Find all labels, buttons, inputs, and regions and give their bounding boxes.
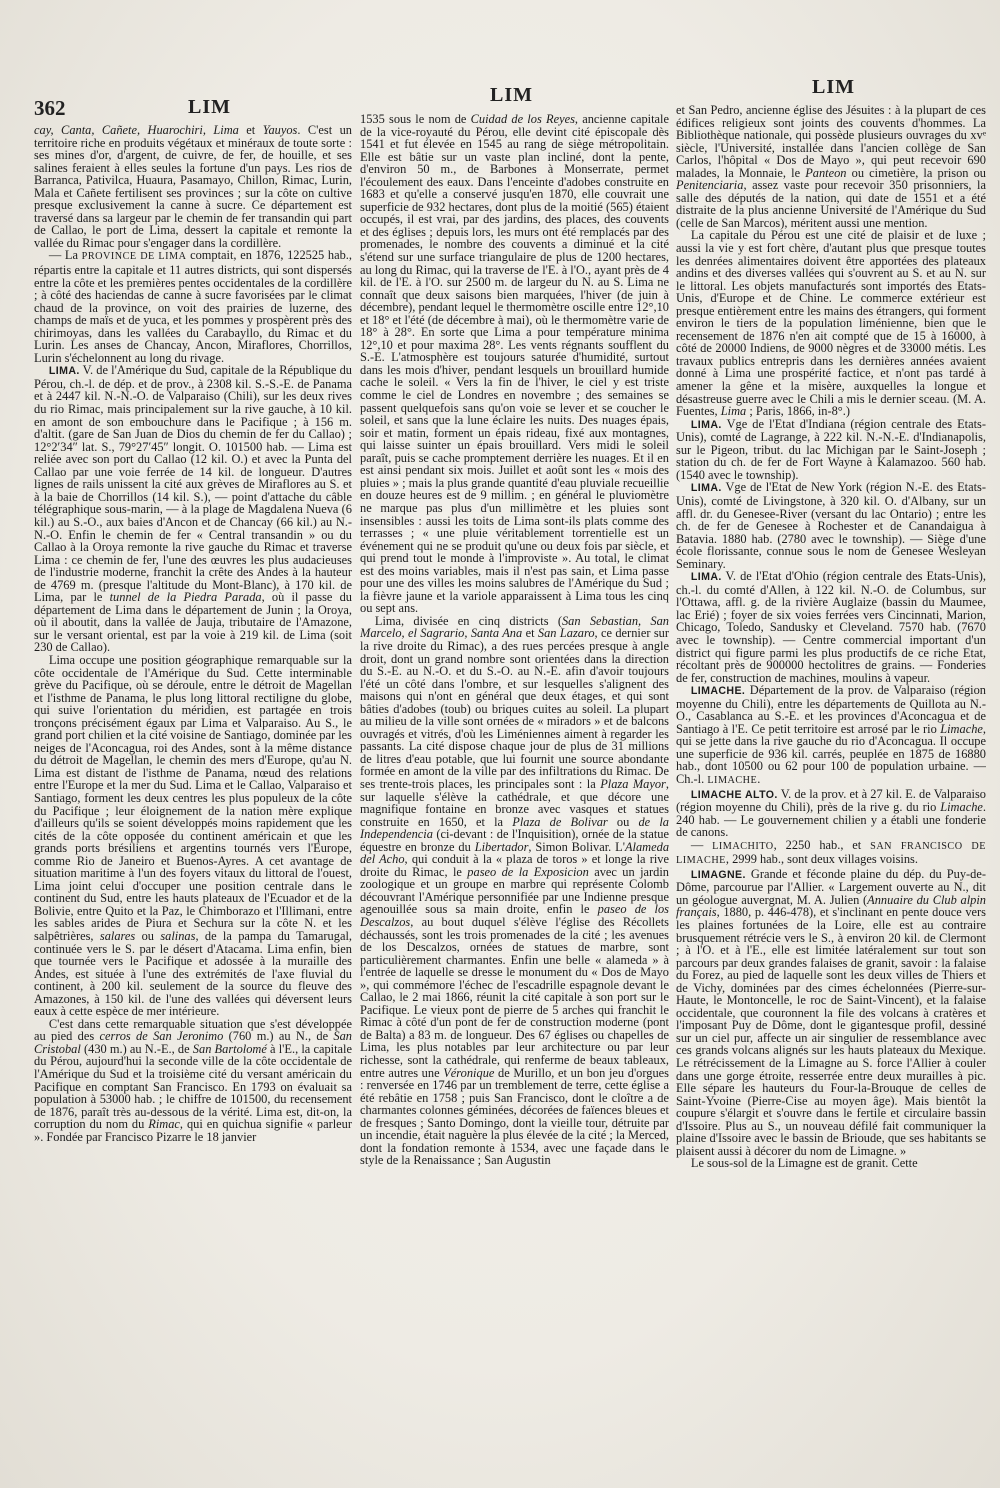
running-head-center: LIM	[490, 84, 533, 106]
italic-run: Annuaire du Club alpin français	[676, 892, 986, 920]
headword: LIMAGNE.	[690, 868, 746, 881]
text-run: La capitale du Pérou est une cité de plaisir et de luxe ; aussi la vie y est fort chère, d'autant plus que presque toutes les denrées alimentaires doivent être apportées des plateaux andins et des diverses vallées qui s'ouvrent au S. et au N. sur le littoral. Les objets manufacturés sont importés des Etats-Unis, d'Europe et de Chine. Le commerce extérieur est presque entièrement entre les mains des étrangers, qui forment environ le tiers de la population liménienne, bien que le recensement de 1876 n'en ait compté que de 15 à 16000, à côté de 20000 Indiens, de 9000 nègres et de 33000 métis. Les travaux publics entrepris dans les dernières années avaient donné à Lima une prospérité factice, et n'ont pas tardé à amener la gêne et la misère, auxquelles la longue et désastreuse guerre avec le Chili a mis le dernier sceau. (M. A. Fuentes,	[676, 228, 986, 419]
paragraph	[676, 1157, 986, 1170]
text-run: Département de la prov. de Valparaiso (région moyenne du Chili), entre les départements de Quillota au N.-O., Casablanca au S.-E. et les provinces d'Aconcagua et de Santiago à l'E. Ce petit territoire est arrosé par le rio	[676, 683, 986, 736]
text-run: ou cimetière, la prison ou	[846, 165, 986, 180]
running-head-right: LIM	[812, 76, 855, 98]
text-run: et	[522, 626, 538, 641]
text-run: V. de l'Etat d'Ohio (région centrale des Etats-Unis), ch.-l. du comté d'Allen, à 122 kil. N.-O. de Columbus, sur l'Ottawa, affl. g. de la rivière Auglaize (bassin du Maumee, lac Erié) ; foyer de six voies ferrées vers Cincinnati, Marion, Chicago, Toledo, Sandusky et Cleveland. 7570 hab. (7670 avec le township). — Centre commercial important d'un district qui figure parmi les plus productifs de ce riche Etat, récoltant près de 900000 hectolitres de grains. — Fonderies de fer, construction de machines, moulins à vapeur.	[676, 569, 986, 685]
text-run: , sur laquelle s'élève la cathédrale, et que décore une magnifique fontaine en bronze avec vasques et statues construite en 1650, et la	[360, 776, 669, 829]
text-run: de Murillo, et un bon jeu d'orgues : renversée en 1746 par un tremblement de terre, cette église a été rebâtie en 1758 ; puis San Francisco, dont le cloître a de charmantes colonnes géminées, décorées de faïences bleues et de fresques ; Santo Domingo, dont la vieille tour, détruite par un incendie, était naguère la plus élevée de la cité ; la Merced, dont la fondation remonte à 1534, avec une façade dans le style de la Renaissance ; San Augustin	[360, 1065, 669, 1168]
text-run: avec un jardin zoologique et un groupe en marbre qui représente Colomb découvrant l'Amérique personnifiée par une Indienne presque agenouillée sous sa main droite, enfin le	[360, 864, 669, 917]
italic-run: cerros de San Jeronimo	[99, 1029, 224, 1044]
paragraph	[34, 1018, 352, 1143]
italic-run: tunnel de la Piedra Parada	[109, 590, 262, 605]
paragraph	[676, 684, 986, 787]
text-run: , 2250 hab., et	[773, 837, 871, 852]
paragraph	[34, 249, 352, 364]
page-number: 362	[34, 96, 66, 120]
italic-run: San Sebastian, San Marcelo, el Sagrario, Santa Ana	[360, 613, 669, 641]
italic-run: Yauyos	[262, 124, 298, 137]
paragraph	[676, 788, 986, 839]
italic-run: paseo de la Exposicion	[467, 864, 589, 879]
italic-run: Rimac	[148, 1117, 180, 1132]
paragraph	[34, 654, 352, 1018]
paragraph	[676, 868, 986, 1158]
text-run: Vge de l'Etat d'Indiana (région centrale des Etats-Unis), comté de Lagrange, à 222 kil. N.-N.-E. d'Indianapolis, sur le Pigeon, tribut. du lac Michigan par le Saint-Joseph ; station du ch. de fer de Fort Wayne à Kalamazoo. 560 hab. (1540 avec le township).	[676, 416, 986, 482]
headword: LIMA.	[690, 482, 722, 495]
small-caps-run: SAN FRANCISCO DE LIMACHE	[676, 840, 986, 867]
text-run: , de la pampa du Tamarugal, continuée vers le S. par le désert d'Atacama. Lima enfin, bien que tournée vers le Pacifique et adossée à la muraille des Andes, est située à l'une des extrémités de l'axe fluvial du continent, à 200 kil. seulement de la source du fleuve des Amazones, à 150 kil. de l'une des vallées qui déversent leurs eaux à cette espèce de mer intérieure.	[34, 929, 352, 1019]
italic-run: Penitenciaria	[676, 178, 744, 193]
italic-run: Cuidad de los Reyes	[470, 113, 575, 126]
text-run: , qui conduit à la « plaza de toros » et longe la rive droite du Rimac, le	[360, 852, 669, 879]
paragraph	[676, 104, 986, 229]
italic-run: Lima	[720, 404, 747, 419]
text-run: C'est dans cette remarquable situation que s'est développée au pied des	[34, 1016, 352, 1044]
text-run: . 240 hab. — Le gouvernement chilien y a établi une fonderie de canons.	[676, 800, 986, 840]
headword: LIMACHE ALTO.	[690, 788, 778, 801]
small-caps-run: LIMACHITO	[712, 840, 774, 852]
column-3	[676, 104, 986, 1476]
text-run: , qui se jette dans la rive gauche du rio d'Aconcagua. Il occupe une superficie de 936 kil. carrés, peuplée en 1875 de 16880 hab., dont 10500 ou 62 pour 100 de population urbaine. — Ch.-l.	[676, 721, 986, 786]
italic-run: San Lazaro	[537, 626, 595, 641]
text-run: V. de l'Amérique du Sud, capitale de la République du Pérou, ch.-l. de dép. et de prov., à 2308 kil. S.-S.-E. de Panama et à 2447 kil. N.-N.-O. de Valparaiso (Chili), sur les deux rives du rio Rimac, mais principalement sur la rive gauche, à 10 kil. en amont de son embouchure dans le Pacifique ; à 156 m. d'altit. (gare de San Juan de Dios du chemin de fer du Callao) ; 12°2′34″ lat. S., 79°27′45″ longit. O. 101500 hab. — Lima est reliée avec son port du Callao (12 kil. O.) et avec la Punta del Callao par une voie ferrée de 14 kil. de longueur. D'autres lignes de rails unissent la cité aux grèves de Miraflores au S. et à la baie de Chorrillos (14 kil. S.), — point d'attache du câble télégraphique sous-marin, — à la plage de Magdalena Nueva (6 kil.) au S.-O., aux baies d'Ancon et de Chancay (66 kil.) au N.-N.-O. Enfin le chemin de fer « Central transandin » ou du Callao à la Oroya remonte la rive gauche du Rimac et traverse Lima : ce chemin de fer, l'une des œuvres les plus audacieuses de l'industrie moderne, franchit la crête des Andes à la hauteur de 4769 m. (presque l'altitude du Mont-Blanc), à 170 kil. de Lima, par le	[34, 363, 352, 605]
headword: LIMA.	[690, 571, 722, 584]
paragraph	[676, 570, 986, 684]
text-run: , 2999 hab., sont deux villages voisins.	[725, 852, 918, 867]
italic-run: Libertador	[474, 839, 529, 854]
text-run: , qui en quichua signifie « parleur ». Fondée par Francisco Pizarre le 18 janvier	[34, 1117, 352, 1144]
text-run: Grande et féconde plaine du dép. du Puy-de-Dôme, parcourue par l'Allier. « Largement ouverte au N., dit un géologue auvergnat, M. A. Julien (	[676, 866, 986, 907]
text-run: Lima, divisée en cinq districts (	[374, 613, 562, 628]
small-caps-run: PROVINCE DE LIMA	[81, 251, 187, 263]
text-run: ou	[607, 814, 639, 829]
paragraph	[360, 113, 669, 615]
text-run: ; Paris, 1866, in-8°.)	[746, 404, 850, 419]
text-run: (760 m.) au N., de	[223, 1029, 334, 1044]
headword: LIMA.	[690, 418, 722, 431]
italic-run: salares	[99, 929, 136, 943]
text-run: (ci-devant : de l'Inquisition), ornée de la statue équestre en bronze du	[360, 827, 669, 854]
italic-run: Véronique	[443, 1065, 495, 1080]
text-run: , au bout duquel s'élève l'église des Récollets déchaussés, sont les trois promenades de la cité ; les avenues de los Descalzos, ornées de statues de marbre, sont particulièrement charmantes. Enfin une belle « alameda » à l'entrée de laquelle se dresse le monument du « Dos de Mayo », qui commémore l'échec de l'escadrille espagnole devant le Callao, le 2 mai 1866, réunit la cité capitale à son port sur le Pacifique. Le vieux pont de pierre de 5 arches qui franchit le Rimac à côté d'un pont de fer de construction moderne (pont de Balta) a 83 m. de longueur. Des 67 églises ou chapelles de Lima, les plus notables par leur architecture ou par leur richesse, sont la cathédrale, qui renferme de beaux tableaux, entre autres une	[360, 915, 669, 1080]
italic-run: Plaza Mayor	[600, 776, 666, 791]
text-run: à l'E., la capitale du Pérou, aujourd'hui la seconde ville de la côte occidentale de l'Amérique du Sud et la troisième cité du versant américain du Pacifique en comptant San Francisco. En 1793 on évaluait sa population à 53000 hab. ; le chiffre de 101500, du recensement de 1876, paraît très au-dessous de la vérité. Lima est, dit-on, la corruption du nom du	[34, 1041, 352, 1132]
text-run: —	[690, 837, 713, 852]
text-run: 1535 sous le nom de	[360, 113, 471, 126]
column-1	[34, 124, 352, 1476]
italic-run: San Cristobal	[34, 1029, 352, 1056]
paragraph	[676, 481, 986, 570]
text-run: et San Pedro, ancienne église des Jésuites : à la plupart de ces édifices religieux sont joints des couvents d'hommes. La Bibliothèque nationale, qui possède plusieurs ouvrages du xvᵉ siècle, l'Université, installée dans l'ancien collège de San Carlos, l'hôpital « Dos de Mayo », qui peut recevoir 690 malades, la Monnaie, le	[676, 104, 986, 180]
text-run: et	[238, 124, 263, 137]
italic-run: San Bartolomé	[192, 1041, 267, 1056]
headword: LIMACHE.	[690, 685, 746, 698]
running-head-left: LIM	[188, 96, 231, 118]
paragraph	[676, 839, 986, 868]
text-run: .	[757, 771, 761, 786]
text-run: , où il passe du département de Lima dans le département de Junin ; la Oroya, où il aboutit, dans la vallée de Jauja, tributaire de l'Amazone, sur le versant oriental, est par la voie à 219 kil. de Lima (soit 230 de Callao).	[34, 590, 352, 655]
text-run: Vge de l'Etat de New York (région N.-E. des Etats-Unis), comté de Livingstone, à 320 kil. O. d'Albany, sur un affl. dr. du Genesee-River (versant du lac Ontario) ; entre les ch. de fer de Genesee à Rochester et de Canandaigua à Batavia. 1880 hab. (2780 avec le township). — Siège d'une école florissante, connue sous le nom de Genesee Wesleyan Seminary.	[676, 480, 986, 571]
paragraph	[676, 229, 986, 417]
text-run: , ce dernier sur la rive droite du Rimac), a des rues percées presque à angle droit, dont un grand nombre sont orientées dans la direction du S.-E. au N.-O. et du S.-O. au N.-E. afin d'avoir toujours l'été un côté dans l'ombre, et sur lesquelles s'alignent des maisons qui n'ont en général que deux étages, et qui sont bâties d'adobes (toub) ou briques cuites au soleil. La plupart au milieu de la ville sont ornées de « miradors » et de balcons ouvragés et vitrés, d'où les Liméniennes aiment à regarder les passants. La cité dispose chaque jour de plus de 31 millions de litres d'eau potable, que lui fournit une source abondante formée en amont de la ville par des infiltrations du Rimac. De ses trente-trois places, les principales sont : la	[360, 626, 669, 791]
text-run: , ancienne capitale de la vice-royauté du Pérou, elle devint cité épiscopale dès 1541 et fut élevée en 1545 au rang de siège métropolitain. Elle est bâtie sur un vaste plan incliné, dont la pente, d'environ 50 m., de Barbones à Monserrate, permet l'écoulement des eaux. Dans l'enceinte d'adobes construite en 1683 et qu'elle a conservé jusqu'en 1870, elle couvrait une superficie de 932 hectares, dont plus de la moitié (565) étaient occupés, il est vrai, par des jardins, des places, des couvents et des églises ; depuis lors, les murs ont été remplacés par des promenades, le nombre des couvents a diminué et la cité s'étend sur une surface triangulaire de plus de 1200 hectares, au long du Rimac, qui la traverse de l'E. à l'O., ayant près de 4 kil. de l'E. à l'O. sur 2500 m. de largeur du N. au S. Lima ne connaît que deux saisons bien marquées, l'hiver (de juin à décembre), pendant lequel le thermomètre oscille entre 12°,10 et 18° et l'été (de décembre à mai), où le thermomètre varie de 18° à 28°. En sorte que Lima a pour température minima 12°,10 et pour maxima 28°. Les vents régnants soufflent du S.-E. L'atmosphère est toujours saturée d'humidité, surtout dans les mois d'hiver, pendant lesquels un brouillard humide cache le soleil. « Vers la fin de l'hiver, le ciel y est triste comme le ciel de Londres en novembre ; des semaines se passent quelquefois sans qu'on voie se lever et se coucher le soleil, et sans que la lune éclaire les nuits. Des nuages épais, soir et matin, forment un épais rideau, fixé aux montagnes, qui laisse suinter un épais brouillard. Vers midi le soleil paraît, puis se cache promptement derrière les nuages. Et il en est ainsi pendant six mois. Juillet et août sont les « mois des pluies » ; mais la plus grande quantité d'eau pluviale recueillie en douze heures est de 9 millim. ; en général le pluviomètre ne marque pas plus d'un millimètre et les pluies sont insensibles : aussi les toits de Lima sont-ils plats comme des terrasses ; « une pluie véritablement torrentielle est un événement qui ne se produit qu'une ou deux fois par siècle, et qui prend tout le monde à l'improviste ». Au total, le climat est des moins variables, mais il n'est pas sain, et Lima passe pour une des villes les moins salubres de l'Amérique du Sud ; la fièvre jaune et la variole apparaissent à Lima tous les cinq ou sept ans.	[360, 113, 669, 616]
text-run: , 1880, p. 446-478), et s'inclinant en pente douce vers les plaines fortunées de la Loire, elle est au contraire brusquement rétrécie vers le S., à environ 20 kil. de Clermont ; à l'O. et à l'E., elle est limitée latéralement sur tout son parcours par deux grandes falaises de granit, savoir : la falaise du Forez, au pied de laquelle sont les deux villes de Thiers et de Vichy, dominées par des cimes échelonnées (Pierre-sur-Haute, le Montoncelle, le roc de Saint-Vincent), et la falaise occidentale, que couronnent la file des volcans à cratères et l'imposant Puy de Dôme, dont le gigantesque profil, dessiné sur un ciel pur, affecte un air singulier de ressemblance avec ces grands volcans alignés sur les hauts plateaux du Mexique. Le rétrécissement de la Limagne au S. force l'Allier à couler dans une gorge étroite, resserrée entre deux murailles à pic. Elle sépare les hauteurs du Four-la-Brouque de celles de Saint-Yvoine (Pierre-Cise au moyen âge). Mais bientôt la coupure s'élargit et s'ouvre dans le fertile et circulaire bassin d'Issoire. Plus au S., un nouveau défilé fait communiquer la plaine d'Issoire avec le bassin de Brioude, que ses habitants se plaisent aussi à décorer du nom de Limagne. »	[676, 905, 986, 1158]
text-run: Lima occupe une position géographique remarquable sur la côte occidentale de l'Amérique du Sud. Cette interminable grève du Pacifique, où se déroule, entre le détroit de Magellan et l'isthme de Panama, le plus long littoral rectiligne du globe, qui suive l'orientation du méridien, est partagée en trois tronçons précisément égaux par Lima et Valparaiso. Au S., le grand port chilien et la cité voisine de Santiago, dominée par les neiges de l'Aconcagua, roi des Andes, sont à la même distance du détroit de Magellan, le chemin des mers d'Europe, qu'au N. Lima est distant de l'isthme de Panama, nœud des relations entre l'Europe et la mer du Sud. Lima et le Callao, Valparaiso et Santiago, forment les deux centres les plus populeux de la côte du Pacifique ; leur éloignement de la nation mère explique d'ailleurs qu'ils se soient développés moins rapidement que les cités de la côte opposée du continent américain et que les grands ports brésiliens et argentins tournés vers l'Europe, comme Rio de Janeiro et Buenos-Ayres. A cet avantage de situation maritime à l'un des foyers vitaux du littoral de l'ouest, Lima joint celui d'occuper une position centrale dans le continent du Sud, entre les hauts plateaux de l'Ecuador et de la Bolivie, entre Quito et la Paz, le Chimborazo et l'Illimani, entre les sables arides de Piura et Sechura sur la côte N. et les salpêtrières,	[34, 652, 352, 943]
paragraph	[34, 364, 352, 654]
text-run: , Simon Bolivar. L'	[528, 839, 625, 854]
small-caps-run: LIMACHE	[707, 774, 758, 786]
text-run: (430 m.) au N.-E., de	[80, 1041, 193, 1056]
text-run: V. de la prov. et à 27 kil. E. de Valparaiso (région moyenne du Chili), près de la rive g. du rio	[676, 786, 986, 815]
text-run: — La	[48, 248, 82, 263]
text-run: . C'est un territoire riche en produits végétaux et minéraux de toute sorte : ses mines d'or, d'argent, de cuivre, de fer, de houille, et ses salines feraient à elles seules la fortune d'un pays. Les rios de Barranca, Pativilca, Huaura, Pasamayo, Chillon, Rimac, Lurin, Mala et Cañete fertilisent ses provinces ; sur la côte on cultive presque exclusivement la canne à sucre. Ce département est traversé dans sa largeur par le chemin de fer transandin qui part de Callao, le port de Lima, dessert la capitale et remonte la vallée du Rimac pour s'engager dans la cordillère.	[34, 124, 352, 250]
text-run: ou	[135, 929, 161, 943]
italic-run: salinas	[160, 929, 196, 943]
headword: LIMA.	[48, 365, 80, 378]
paragraph	[676, 418, 986, 482]
italic-run: Panteon	[805, 165, 847, 180]
paragraph	[360, 615, 669, 1167]
italic-run: Plaza de Bolivar	[512, 814, 608, 829]
italic-run: Limache	[940, 800, 983, 815]
italic-run: paseo de los Descalzos	[360, 902, 669, 929]
italic-run: de la Independencia	[360, 814, 669, 842]
text-run: , assez vaste pour recevoir 350 prisonniers, la salle des députés de la nation, qui date de 1551 et a été distraite de la plus ancienne Université de l'Amérique du Sud (celle de San Marcos), méritent aussi une mention.	[676, 178, 986, 230]
italic-run: cay, Canta, Cañete, Huarochiri, Lima	[34, 124, 239, 137]
italic-run: Limache	[940, 721, 983, 736]
paragraph	[34, 124, 352, 249]
text-run: comptait, en 1876, 122525 hab., répartis entre la capitale et 11 autres districts, qui sont dispersés entre la côte et les premières pentes occidentales de la cordillère ; à côté des haciendas de canne à sucre favorisées par le climat chaud de la province, on voit des prairies de luzerne, des champs de maïs et de yuca, et les pommes y prospèrent près des chirimoyas, dans les vallées du Carabayllo, du Rimac et du Lurin. Les anses de Chancay, Ancon, Miraflores, Chorrillos, Lurin s'échelonnent au long du rivage.	[34, 248, 352, 365]
column-2	[360, 113, 669, 1475]
text-run: Le sous-sol de la Limagne est de granit. Cette	[690, 1156, 918, 1171]
italic-run: Alameda del Acho	[360, 839, 669, 867]
